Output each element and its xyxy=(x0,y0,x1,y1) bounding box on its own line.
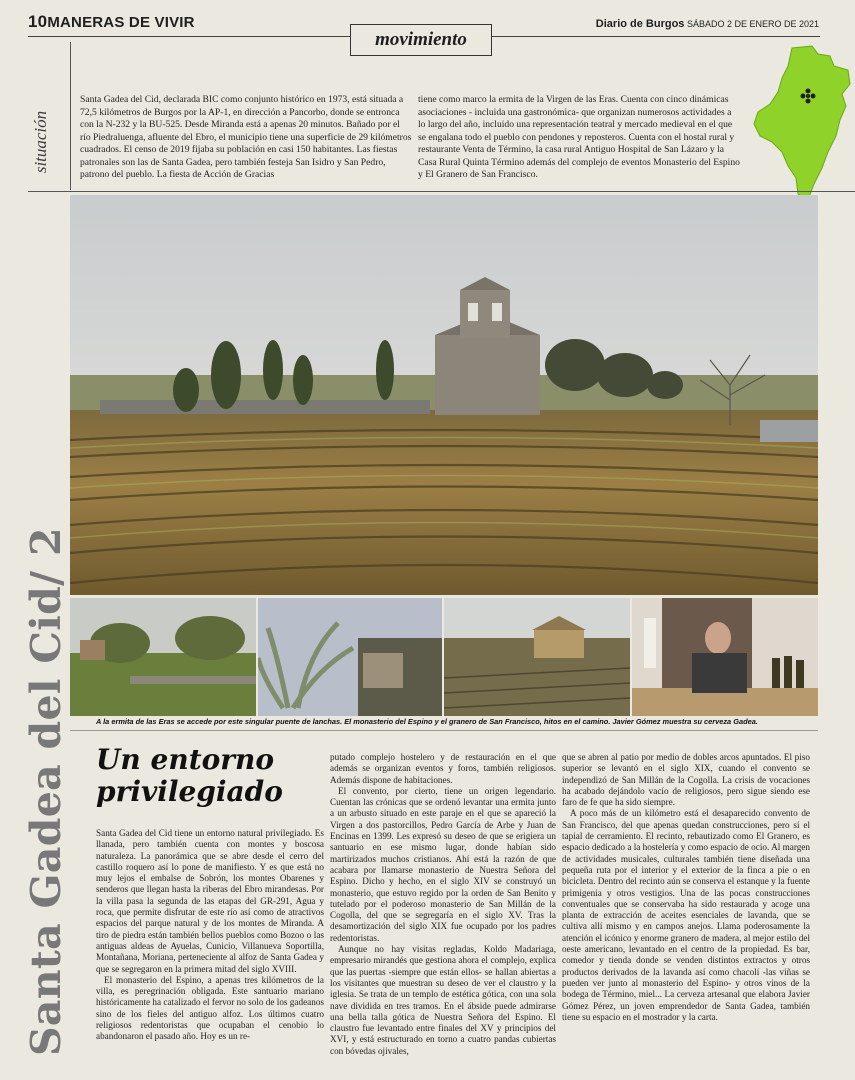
situacion-divider xyxy=(70,42,71,190)
photo-caption: A la ermita de las Eras se accede por este singular puente de lanchas. El monasterio del Espino y el granero de San Francisco, hitos en el camino. Javier Gómez muestra su cerveza Gadea. xyxy=(96,717,758,726)
section-rule xyxy=(28,191,855,192)
photo-bridge xyxy=(70,598,256,716)
paragraph: Aunque no hay visitas regladas, Koldo Madariaga, empresario mirandés que gestiona ahora el complejo, explica que las puertas -siempre que están ellos- se hallan abiertas a los visitantes que muestran su deseo de ver el claustro y la iglesia. Se trata de un templo de estética gótica, con una sola nave dividida en tres tramos. En el ábside puede admirarse una bella talla gótica de Nuestra Señora del Espino. El claustro fue levantado entre finales del XV y principios del XVI, y está estructurado en torno a cuatro pandas cubiertas con bóvedas ojivales, xyxy=(330,944,556,1056)
issue-date: SÁBADO 2 DE ENERO DE 2021 xyxy=(686,19,819,29)
body-column-1 xyxy=(96,828,324,1043)
page-header xyxy=(28,12,195,32)
province-map xyxy=(752,44,852,204)
section-title: MANERAS DE VIVIR xyxy=(47,14,195,31)
body-column-3 xyxy=(562,752,810,1023)
caption-rule xyxy=(70,730,818,731)
situacion-text-col2: tiene como marco la ermita de la Virgen de las Eras. Cuenta con cinco dinámicas asociaciones - incluida una gastronómica- que organizan numerosos actividades a lo largo del año, incluido una representación teatral y mercado medieval en el que se engalana todo el pueblo con pendones y reposteros. Cuenta con el hostal rural y restaurante Venta de Término, la casa rural Antiguo Hospital de San Lázaro y la Casa Rural Quinta Término además del complejo de eventos Monasterio del Espino y El Granero de San Francisco. xyxy=(418,94,740,180)
photo-granero xyxy=(444,598,630,716)
paragraph: A poco más de un kilómetro está el desaparecido convento de San Francisco, del que apenas quedan construcciones, pero sí el tapial de cerramiento. El recinto, rebautizado como El Granero, es espacio dedicado a la hostelería y como espacio de ocio. Al margen de actividades musicales, culturales también tiene diseñada una pequeña ruta por el interior y el exterior de la finca a pie o en bicicleta. Dentro del recinto aún se conserva el estanque y la fuente primigenia y otros vestigios. Una de las pocas construcciones conventuales que se conservaba ha sido restaurada y acoge una planta de extracción de aceites esenciales de lavanda, que se cultiva allí mismo y en campos anejos. Llama poderosamente la atención el icónico y enorme granero de madera, al mejor estilo del oeste americano, levantado en el centro de la propiedad. Es bar, comedor y tienda donde se venden distintos extractos y otros productos derivados de la lavanda así como chacolí -las viñas se pueden ver junto al monasterio del Espino- y otros vinos de la bodega de Término, miel... La cerveza artesanal que elabora Javier Gómez Pérez, un joven emprendedor de Santa Gadea, también tiene su espacio en el mostrador y la carta. xyxy=(562,808,810,1022)
newspaper-name: Diario de Burgos xyxy=(595,18,685,30)
photo-brewer xyxy=(632,598,818,716)
province-shape xyxy=(754,46,850,200)
newspaper-masthead xyxy=(596,18,819,30)
headline: Un entorno privilegiado xyxy=(96,743,283,808)
paragraph: Santa Gadea del Cid tiene un entorno natural privilegiado. Es llanada, pero también cuenta con montes y boscosa naturaleza. La panorámica que se abre desde el cerro del castillo roquero así lo pone de manifiesto. Y es que está no muy lejos el embalse de Sobrón, los montes Obarenes y senderos que llegan hasta la riberas del Ebro mirandesas. Por la villa pasa la segunda de las etapas del GR-291, Agua y roca, que permite disfrutar de este río así como de atractivos espacios del parque natural y de los montes de Miranda. A tiro de piedra están también bellos pueblos como Bozoo o las antiguas aldeas de Ayuelas, Cunicio, Villanueva Soportilla, Montañana, Moriana, perteneciente al alfoz de Santa Gadea y que se segregaron en la primera mitad del siglo XVIII. xyxy=(96,828,324,974)
paragraph: El monasterio del Espino, a apenas tres kilómetros de la villa, es peregrinación obligada. Este santuario mariano históricamente ha catalizado el fervor no solo de los gadeanos sino de los fieles del antiguo alfoz. Los últimos cuatro religiosos redentoristas que ocupaban el cenobio lo abandonaron el pasado año. Hoy es un re- xyxy=(96,974,324,1042)
situacion-text-col1: Santa Gadea del Cid, declarada BIC como conjunto histórico en 1973, está situada a 72,5 kilómetros de Burgos por la AP-1, en dirección a Pancorbo, donde se entronca con la N-232 y la BU-525. Desde Miranda está a apenas 20 minutos. Bañado por el río Piedraluenga, afluente del Ebro, el municipio tiene una superficie de 29 kilómetros cuadrados. El censo de 2019 fijaba su población en casi 150 habitantes. Las fiestas patronales son las de Santa Gadea, pero también festeja San Isidro y San Pedro, patrono del pueblo. La fiesta de Acción de Gracias xyxy=(80,94,412,180)
paragraph: que se abren al patio por medio de dobles arcos apuntados. El piso superior se levantó en el siglo XIX, cuando el convento se independizó de San Millán de la Cogolla. La crisis de vocaciones ha acabado dejándolo vacío de religiosos, pero sigue siendo ese faro de fe que ha sido siempre. xyxy=(562,752,810,808)
paragraph: El convento, por cierto, tiene un origen legendario. Cuentan las crónicas que se ordenó levantar una ermita junto a un arbusto situado en este paraje en el que se apareció la Virgen a dos pastorcillos, Pedro García de Arbe y Juan de Encinas en 1399. Les expresó su deseo de que se erigiera un santuario en ese mismo lugar, donde habían sido martirizados muchos cristianos. Ahí está la razón de que acabara por llamarse monasterio de Nuestra Señora del Espino. Dicho y hecho, en el siglo XIV se construyó un monasterio, que estuvo regido por la orden de San Benito y tutelado por el poderoso monasterio de San Millán de la Cogolla, del que se segregaría en el siglo XV. Tras la desamortización del siglo XIX fue ocupado por los padres redentoristas. xyxy=(330,785,556,943)
page-number: 10 xyxy=(28,12,48,31)
vertical-title: Santa Gadea del Cid/ 2 xyxy=(22,527,70,1056)
paragraph: putado complejo hostelero y de restauración en el que además se organizan eventos y foros, también religiosos. Además dispone de habitaciones. xyxy=(330,752,556,785)
photo-monastery-plant xyxy=(258,598,442,716)
main-photo-church-landscape xyxy=(70,195,818,595)
body-column-2 xyxy=(330,752,556,1057)
category-box: movimiento xyxy=(350,24,492,56)
situacion-label: situación xyxy=(31,110,51,174)
